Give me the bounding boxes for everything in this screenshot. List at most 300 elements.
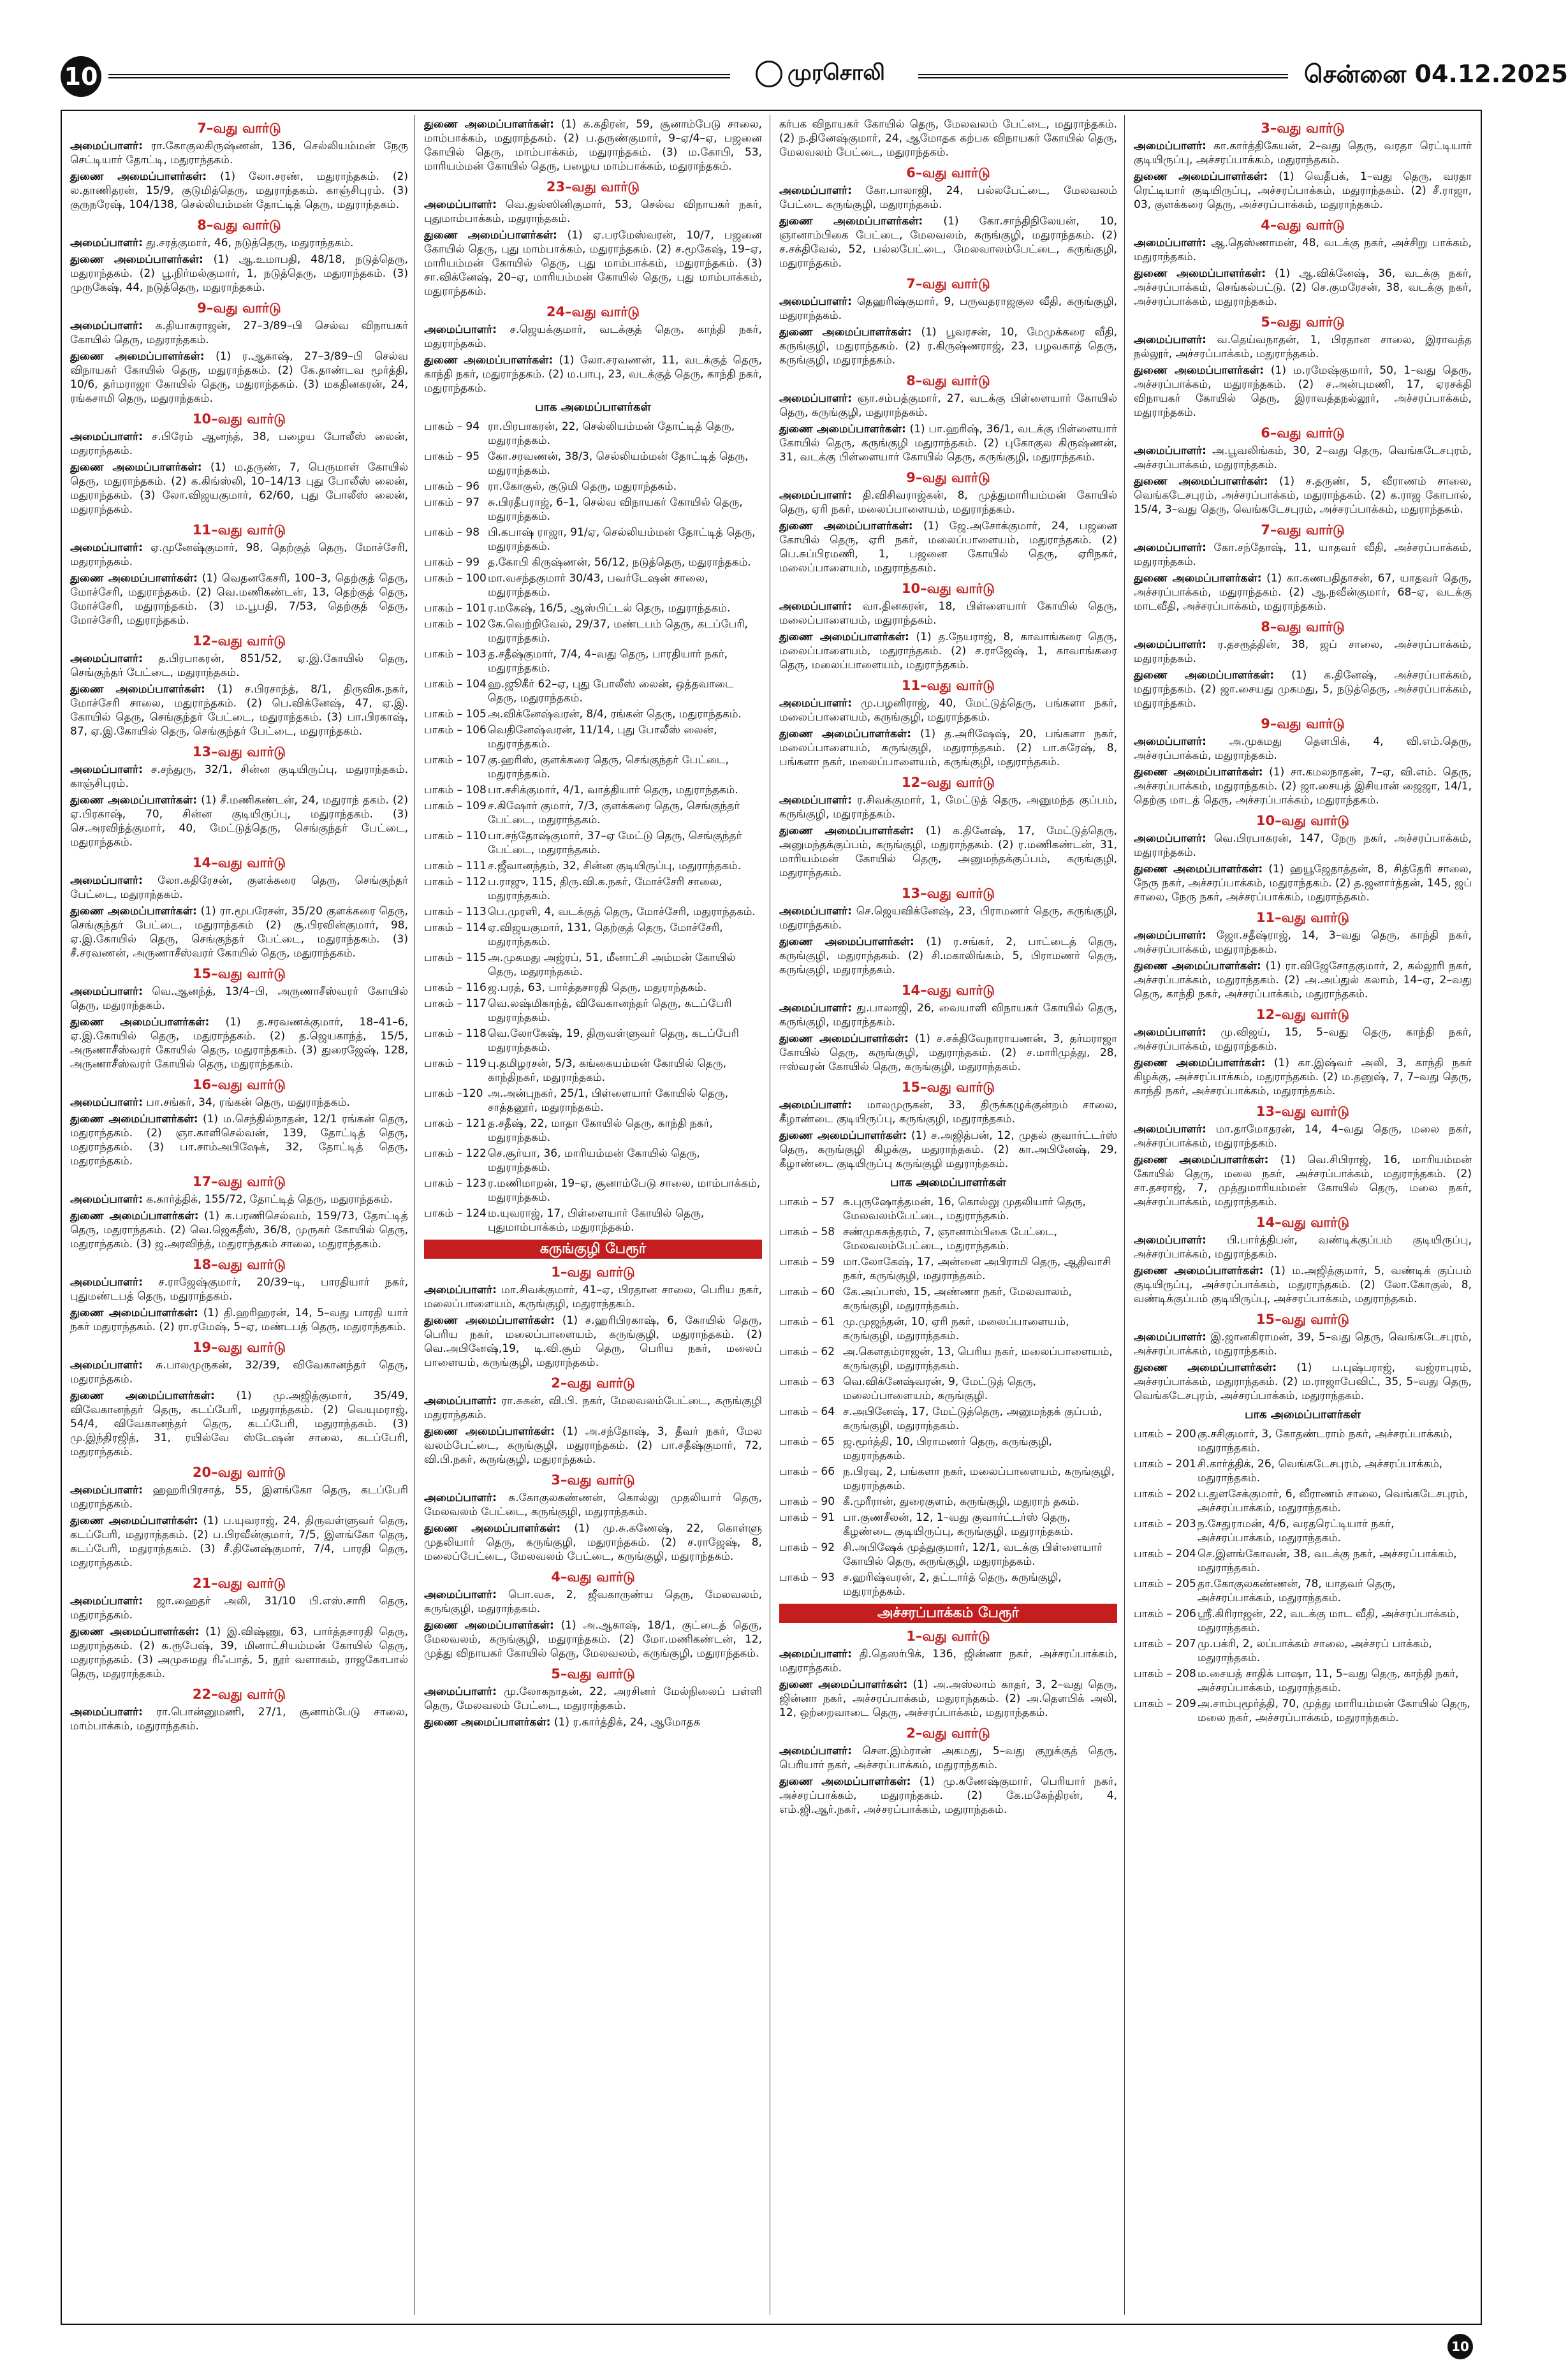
booth-row xyxy=(424,707,762,721)
organizer-label: அமைப்பாளர்: xyxy=(424,1284,497,1296)
organizer-entry xyxy=(70,1705,408,1733)
deputies-text: (1) வெ.சிபிராஜ், 16, மாரியம்மன் கோயில் தெரு, மலை நகர், அச்சரப்பாக்கம், மதுராந்தகம். (2) சா.தசராஜ், 7, முத்துமாரியம்மன் கோயில் தெரு, மலை நகர், அச்சரப்பாக்கம், மதுராந்தகம். xyxy=(1134,1154,1472,1208)
deputies-entry xyxy=(1134,668,1472,710)
organizer-label: அமைப்பாளர்: xyxy=(1134,140,1206,152)
deputies-text: (1) சா.கமலநாதன், 7–ஏ, வி.எம். தெரு, அச்சரப்பாக்கம், மதுராந்தகம். (2) ஜா.சையத் இசியான் ஜைஜா, 14/1, தெற்கு மாடத் தெரு, அச்சரப்பாக்கம், மதுராந்தகம். xyxy=(1134,766,1472,807)
booth-organizer: கோ.சரவணன், 38/3, செல்லியம்மன் தோட்டித் தெரு, மதுராந்தகம். xyxy=(488,450,749,477)
ward-heading: 10–வது வார்டு xyxy=(192,411,286,427)
booth-organizer: ஹ.ஜூகீர் 62–ஏ, புது போலீஸ் லைன், ஒத்தவாடை தெரு, மதுராந்தகம். xyxy=(488,678,734,705)
masthead-title: முரசொலி xyxy=(788,60,885,85)
organizer-text: தி.தெஸர்பிக், 136, ஜின்னா நகர், அச்சரப்பாக்கம், மதுராந்தகம். xyxy=(779,1648,1118,1674)
deputies-label: துணை அமைப்பாளர்கள்: xyxy=(70,1210,199,1222)
deputies-label: துணை அமைப்பாளர்கள்: xyxy=(424,1425,555,1438)
booth-number: பாகம் – 58 xyxy=(779,1226,835,1238)
ward-heading: 13–வது வார்டு xyxy=(1256,1104,1350,1119)
deputies-text: (1) ம.செந்தில்நாதன், 12/1 ரங்கன் தெரு, மதுராந்தகம். (2) ஞா.காளிசெல்வன், 139, தோட்டித் தெரு, மதுராந்தகம். (3) பா.சாம்அபிஷேக், 32, தோட்டித் தெரு, மதுராந்தகம். xyxy=(70,1113,408,1168)
organizer-text: ஜா.ஹைதர் அலி, 31/10 பி.எஸ்.சாரி தெரு, மதுராந்தகம். xyxy=(70,1595,408,1622)
booth-organizer: ர.மணிமாறன், 19–ஏ, சூனாம்பேடு சாலை, மாம்பாக்கம், மதுராந்தகம். xyxy=(488,1177,761,1204)
booth-row xyxy=(424,420,762,448)
booth-organizer: பி.கபாஷ் ராஜா, 91/ஏ, செல்லியம்மன் தோட்டித் தெரு, மதுராந்தகம். xyxy=(488,526,756,553)
column-1 xyxy=(70,115,408,2315)
organizer-entry xyxy=(70,1192,408,1206)
booth-number: பாகம் – 123 xyxy=(424,1177,487,1190)
organizer-text: செ.ஜெயவிக்னேஷ், 23, பிராமணர் தெரு, கருங்குழி, மதுராந்தகம். xyxy=(779,905,1117,932)
deputies-label: துணை அமைப்பாளர்கள்: xyxy=(1134,669,1275,682)
ward-heading: 9–வது வார்டு xyxy=(1261,716,1345,731)
booth-number: பாகம் – 207 xyxy=(1134,1638,1196,1650)
deputies-entry xyxy=(70,571,408,627)
booth-organizer: செ.சூர்யா, 36, மாரியம்மன் கோயில் தெரு, மதுராந்தகம். xyxy=(488,1147,700,1174)
deputies-text: (1) ரா.மூபரேசன், 35/20 குளக்கரை தெரு, செங்குந்தர் பேட்டை, மதுராந்தகம் (2) சூ.பிரவின்குமார், 98, ஏ.இ.கோயில் தெரு, செங்குந்தர் பேட்டை, மதுராந்தகம். (3) சீ.சரவணன், அருணாசீஸ்வரர் கோயில் தெரு, மதுராந்தகம். xyxy=(70,905,408,960)
deputies-text: (1) ர.ஆகாஷ், 27–3/89–பி செல்வ விநாயகர் கோயில் தெரு, மதுராந்தகம். (2) கே.தாண்டவ மூர்த்தி, 10/6, தர்மராஜா கோயில் தெரு, மதுராந்தகம். (3) மகதினகரன், 24, ரங்கசாமி தெரு, மதுராந்தகம். xyxy=(70,350,408,405)
booth-organizer: ஜ.மூர்த்தி, 10, பிராமணர் தெரு, கருங்குழி, மதுராந்தகம். xyxy=(843,1435,1052,1462)
booth-organizer: ம.சையத் சாதிக் பாஷா, 11, 5–வது தெரு, காந்தி நகர், அச்சரப்பாக்கம், மதுராந்தகம். xyxy=(1198,1667,1459,1694)
deputies-entry xyxy=(1134,1361,1472,1403)
organizer-text: லோ.கதிரேசன், குளக்கரை தெரு, செங்குந்தர் பேட்டை, மதுராந்தகம். xyxy=(70,874,408,901)
deputies-entry xyxy=(1134,571,1472,613)
deputies-text: (1) கா.இஷ்வர் அலி, 3, காந்தி நகர் கிழக்கு, அச்சரப்பாக்கம், மதுராந்தகம். (2) ம.தனுஷ், 7, 7–வது தெரு, காந்தி நகர், அச்சரப்பாக்கம், மதுராந்தகம். xyxy=(1134,1057,1472,1097)
ward-heading: 4–வது வார்டு xyxy=(551,1569,635,1585)
organizer-label: அமைப்பாளர்: xyxy=(1134,832,1206,845)
organizer-label: அமைப்பாளர்: xyxy=(70,1706,143,1718)
booth-organizer: ப.ராஜு, 115, திரு.வி.க.நகர், மோச்சேரி சாலை, மதுராந்தகம். xyxy=(488,876,722,902)
booth-row xyxy=(424,601,762,615)
town-band: அச்சரப்பாக்கம் பேரூர் xyxy=(779,1604,1117,1623)
ward-heading: 12–வது வார்டு xyxy=(192,633,286,648)
booth-row xyxy=(779,1225,1117,1253)
deputies-entry xyxy=(70,1514,408,1570)
deputies-text: (1) லோ.சரவணன், 11, வடக்குத் தெரு, காந்தி நகர், மதுராந்தகம். (2) ம.பாபு, 23, வடக்குத் தெரு, காந்தி நகர், மதுராந்தகம். xyxy=(424,354,763,395)
organizer-entry xyxy=(1134,638,1472,666)
organizer-label: அமைப்பாளர்: xyxy=(70,874,143,887)
organizer-label: அமைப்பாளர்: xyxy=(70,1096,143,1109)
ward-heading: 4–வது வார்டு xyxy=(1261,217,1345,233)
ward-heading: 9–வது வார்டு xyxy=(197,300,281,316)
ward-heading: 3–வது வார்டு xyxy=(551,1472,635,1488)
booth-row xyxy=(779,1255,1117,1283)
booth-organizer: மு.பக்ரி, 2, லப்பாக்கம் சாலை, அச்சரப் பாக்கம், மதுராந்தகம். xyxy=(1198,1638,1432,1664)
deputies-text: (1) த.சரவணக்குமார், 18–41–6, ஏ.இ.கோயில் தெரு, மதுராந்தகம். (2) த.ஜெயகாந்த், 15/5, அருணாசீஸ்வரர் கோயில் தெரு, மதுராந்தகம். (3) துரைஜேஷ், 128, அருணாசீஸ்வரர் கோயில் தெரு, மதுராந்தகம். xyxy=(70,1016,408,1071)
deputies-label: துணை அமைப்பாளர்கள்: xyxy=(1134,170,1268,183)
booth-row xyxy=(424,647,762,675)
booth-row xyxy=(424,617,762,645)
organizer-entry xyxy=(779,392,1117,420)
deputies-label: துணை அமைப்பாளர்கள்: xyxy=(779,728,912,740)
deputies-entry xyxy=(424,1314,762,1370)
booth-number: பாகம் – 95 xyxy=(424,450,480,463)
organizer-text: ர.சிவக்குமார், 1, மேட்டுத் தெரு, அனுமந்த குப்பம், கருங்குழி, மதுராந்தகம். xyxy=(779,794,1117,821)
deputies-label: துணை அமைப்பாளர்கள்: xyxy=(1134,267,1266,280)
booth-organizer: த.சதீஷ்குமார், 7/4, 4–வது தெரு, பாரதியார் நகர், மதுராந்தகம். xyxy=(488,648,728,675)
booth-row xyxy=(1134,1547,1472,1575)
organizer-text: ரா.கோகுலகிருஷ்ணன், 136, செல்லியம்மன் நேரு செட்டியார் தோட்டி, மதுராந்தகம். xyxy=(70,140,408,166)
deputies-label: துணை அமைப்பாளர்கள்: xyxy=(70,1625,200,1638)
deputies-label: துணை அமைப்பாளர்கள்: xyxy=(70,461,202,474)
deputies-entry xyxy=(70,1306,408,1334)
booth-row xyxy=(1134,1517,1472,1545)
organizer-label: அமைப்பாளர்: xyxy=(1134,541,1206,554)
organizer-text: க.கார்த்திக், 155/72, தோட்டித் தெரு, மதுராந்தகம். xyxy=(146,1193,393,1206)
organizer-text: ரா.பொன்னுமணி, 27/1, சூனாம்பேடு சாலை, மாம்பாக்கம், மதுராந்தகம். xyxy=(70,1706,408,1733)
organizer-text: வெ.துல்ஸினிகுமார், 53, செல்வ விநாயகர் நகர், புதுமாம்பாக்கம், மதுராந்தகம். xyxy=(424,198,762,225)
booth-number: பாகம் – 119 xyxy=(424,1057,487,1070)
organizer-label: அமைப்பாளர்: xyxy=(1134,1123,1206,1136)
organizer-label: அமைப்பாளர்: xyxy=(779,184,852,197)
ward-heading: 15–வது வார்டு xyxy=(901,1080,995,1095)
organizer-entry xyxy=(1134,333,1472,361)
booth-section-title: பாக அமைப்பாளர்கள் xyxy=(890,1176,1006,1189)
ward-heading: 17–வது வார்டு xyxy=(192,1174,286,1189)
organizer-text: அ.பூவலிங்கம், 30, 2–வது தெரு, வெங்கடேசபுரம், அச்சரப்பாக்கம், மதுராந்தகம். xyxy=(1134,444,1472,471)
deputies-text: (1) சீ.மணிகண்டன், 24, மதுராந் தகம். (2) ஏ.பிரகாஷ், 70, சின்ன குடியிருப்பு, மதுராந்தகம். (3) செ.அரவிந்த்குமார், 40, மேட்டுத்தெரு, செங்குந்தர் பேட்டை, மதுராந்தகம். xyxy=(70,794,408,849)
deputies-entry xyxy=(424,1521,762,1564)
booth-organizer: கு.ஹரிஸ், குளக்கரை தெரு, செங்குந்தர் பேட்டை, மதுராந்தகம். xyxy=(488,754,729,780)
deputies-label: துணை அமைப்பாளர்கள்: xyxy=(779,423,906,436)
deputies-entry xyxy=(1134,765,1472,807)
organizer-entry xyxy=(1134,735,1472,763)
booth-organizer: சு.புருஷோத்தமன், 16, கொல்லு முதலியார் தெரு, மேலவலம்பேட்டை, மதுராந்தகம். xyxy=(843,1196,1086,1222)
booth-number: பாகம் – 98 xyxy=(424,526,480,539)
deputies-entry xyxy=(779,630,1117,672)
deputies-entry xyxy=(779,1129,1117,1171)
deputies-entry xyxy=(70,349,408,406)
organizer-label: அமைப்பாளர்: xyxy=(70,1359,143,1372)
deputies-text: (1) த.அரிஷேஷ், 20, பங்களா நகர், மலைப்பாளையம், கருங்குழி, மதுராந்தகம். (2) பா.சுரேஷ், 8, பங்களா நகர், மலைப்பாளையம், கருங்குழி, மதுராந்தகம். xyxy=(779,728,1117,768)
booth-organizer: பு.தமிழரசன், 5/3, கங்கையம்மன் கோயில் தெரு, காந்திநகர், மதுராந்தகம். xyxy=(488,1057,726,1084)
booth-organizer: அ.கௌதம்ராஜன், 13, பெரிய நகர், மலைப்பாளையம், கருங்குழி, மதுராந்தகம். xyxy=(843,1345,1113,1372)
booth-organizer: வெ.விக்னேஷ்வரன், 9, மேட்டுத் தெரு, மலைப்பாளையம், கருங்குழி. xyxy=(843,1375,1037,1402)
deputies-label: துணை அமைப்பாளர்கள்: xyxy=(70,1113,198,1125)
deputies-entry xyxy=(70,460,408,517)
organizer-text: சு.பாலமுருகன், 32/39, விவேகானந்தர் தெரு, மதுராந்தகம். xyxy=(70,1359,409,1386)
deputies-label: துணை அமைப்பாளர்கள்: xyxy=(424,229,557,242)
header-rule-left xyxy=(108,74,730,78)
booth-number: பாகம் – 201 xyxy=(1134,1458,1196,1470)
ward-heading: 14–வது வார்டு xyxy=(901,983,995,998)
deputies-entry xyxy=(779,824,1117,880)
organizer-label: அமைப்பாளர்: xyxy=(424,1685,497,1698)
booth-organizer: ஸ்ரீ.கிரிராஜன், 22, வடக்கு மாட வீதி, அச்சரப்பாக்கம், மதுராந்தகம். xyxy=(1198,1608,1460,1634)
organizer-label: அமைப்பாளர்: xyxy=(70,430,143,443)
organizer-text: ச.சந்துரு, 32/1, சின்ன குடியிருப்பு, மதுராந்தகம். காஞ்சிபுரம். xyxy=(70,763,408,790)
organizer-entry xyxy=(424,323,762,351)
deputies-text: (1) ஏ.பரமேஸ்வரன், 10/7, பஜனை கோயில் தெரு, புது மாம்பாக்கம், மதுராந்தகம். (2) ச.மூகேஷ், 19–ஏ, மாரியம்மன் கோயில் தெரு, புது மாம்பாக்கம், மதுராந்தகம். (3) சா.விக்னேஷ், 20–ஏ, மாரியம்மன் கோயில் தெரு, புது மாம்பாக்கம், மதுராந்தகம். xyxy=(424,229,762,298)
booth-row xyxy=(1134,1697,1472,1725)
ward-heading: 23–வது வார்டு xyxy=(546,179,640,194)
organizer-entry xyxy=(424,1491,762,1519)
booth-organizer: சு.பிரதீபராஜ், 6–1, செல்வ விநாயகர் கோயில் தெரு, மதுராந்தகம். xyxy=(488,496,743,523)
booth-number: பாகம் – 118 xyxy=(424,1027,487,1040)
booth-organizer: பா.சந்தோஷ்குமார், 37–ஏ மேட்டு தெரு, செங்குந்தர் பேட்டை, மதுராந்தகம். xyxy=(488,830,742,856)
organizer-label: அமைப்பாளர்: xyxy=(779,1099,852,1111)
booth-organizer: அ.விக்னேஷ்வரன், 8/4, ரங்கன் தெரு, மதுராந்தகம். xyxy=(488,708,742,721)
deputies-entry xyxy=(424,1425,762,1467)
ward-heading: 14–வது வார்டு xyxy=(1256,1215,1350,1230)
deputies-text: (1) வெதனகேசரி, 100–3, தெற்குத் தெரு, மோச்சேரி, மதுராந்தகம். (2) வெ.மணிகண்டன், 13, தெற்குத் தெரு, மோச்சேரி, மதுராந்தகம். (3) ம.பூபதி, 7/53, தெற்குத் தெரு, மோச்சேரி, மதுராந்தகம். xyxy=(70,572,408,627)
ward-heading: 6–வது வார்டு xyxy=(1261,425,1345,441)
ward-heading: 10–வது வார்டு xyxy=(1256,813,1350,828)
deputies-text: (1) ச.அஜித்பன், 12, முதல் குவார்ட்டர்ஸ் தெரு, கருங்குழி கிழக்கு, மதுராந்தகம். (2) கா.அபினேஷ், 29, கீழாண்டை குடியிருப்பு கருங்குழி மதுராந்தகம். xyxy=(779,1129,1117,1170)
deputies-text: (1) ர.கார்த்திக், 24, ஆமோதக xyxy=(553,1716,701,1729)
booth-row xyxy=(424,555,762,569)
deputies-label: துணை அமைப்பாளர்கள்: xyxy=(70,794,198,807)
booth-row xyxy=(424,495,762,524)
booth-organizer: அ.அன்புநகர், 25/1, பிள்ளையார் கோயில் தெரு, சாத்தனூர், மதுராந்தகம். xyxy=(488,1087,729,1114)
booth-number: பாகம் – 66 xyxy=(779,1465,835,1478)
booth-organizer: ந.பிரவு, 2, பங்களா நகர், மலைப்பாளையம், கருங்குழி, மதுராந்தகம். xyxy=(843,1465,1115,1492)
ward-heading: 19–வது வார்டு xyxy=(192,1340,286,1355)
booth-row xyxy=(779,1405,1117,1433)
ward-heading: 3–வது வார்டு xyxy=(1261,121,1345,136)
ward-heading: 7–வது வார்டு xyxy=(1261,522,1345,538)
booth-organizer: சி.கார்த்திக், 26, வெங்கடேசபுரம், அச்சரப்பாக்கம், மதுராந்தகம். xyxy=(1198,1458,1443,1484)
ward-heading: 7–வது வார்டு xyxy=(906,276,990,291)
organizer-label: அமைப்பாளர்: xyxy=(1134,444,1206,457)
organizer-entry xyxy=(70,541,408,569)
continuation-text: கர்பக விநாயகர் கோயில் தெரு, மேலவலம் பேட்டை, மதுராந்தகம். (2) ந.தினேஷ்குமார், 24, ஆமோதக கற்பக விநாயகர் கோயில் தெரு, மேலவலம் பேட்டை, மதுராந்தகம். xyxy=(779,118,1117,159)
organizer-text: ரா.சுகன், வி.பி. நகர், மேலவலம்பேட்டை, கருங்குழி மதுராந்தகம். xyxy=(424,1395,762,1421)
organizer-entry xyxy=(1134,832,1472,860)
organizer-text: வெ.பிரபாகரன், 147, நேரு நகர், அச்சரப்பாக்கம், மதுராந்தகம். xyxy=(1134,832,1472,859)
organizer-entry xyxy=(424,1685,762,1713)
organizer-entry xyxy=(70,319,408,347)
organizer-entry xyxy=(779,1001,1117,1029)
deputies-label: துணை அமைப்பாளர்கள்: xyxy=(1134,1361,1277,1374)
deputies-label: துணை அமைப்பாளர்கள்: xyxy=(779,215,923,228)
organizer-text: து.பாலாஜி, 26, வையாளி விநாயகர் கோயில் தெரு, கருங்குழி, மதுராந்தகம். xyxy=(779,1002,1117,1029)
booth-number: பாகம் – 92 xyxy=(779,1541,835,1554)
booth-organizer: ச.கிஷோர் குமார், 7/3, குளக்கரை தெரு, செங்குந்தர் பேட்டை, மதுராந்தகம். xyxy=(488,800,740,826)
deputies-label: துணை அமைப்பாளர்கள்: xyxy=(70,1389,215,1402)
page-header xyxy=(61,56,1568,94)
organizer-entry xyxy=(779,184,1117,212)
organizer-label: அமைப்பாளர்: xyxy=(779,794,852,807)
booth-row xyxy=(1134,1487,1472,1515)
deputies-entry xyxy=(779,727,1117,769)
organizer-entry xyxy=(70,985,408,1013)
ward-heading: 5–வது வார்டு xyxy=(1261,314,1345,330)
organizer-entry xyxy=(779,295,1117,323)
deputies-label: துணை அமைப்பாளர்கள்: xyxy=(424,118,554,131)
organizer-text: பொ.வசு, 2, ஜீவகாருண்ய தெரு, மேலவலம், கருங்குழி, மதுராந்தகம். xyxy=(424,1588,762,1615)
organizer-entry xyxy=(779,1744,1117,1772)
organizer-text: ஞா.சம்பத்குமார், 27, வடக்கு பிள்ளையார் கோயில் தெரு, கருங்குழி, மதுராந்தகம். xyxy=(779,392,1117,419)
deputies-label: துணை அமைப்பாளர்கள்: xyxy=(1134,364,1264,377)
masthead-logo-icon xyxy=(756,61,782,87)
ward-heading: 11–வது வார்டு xyxy=(1256,910,1350,925)
booth-row xyxy=(424,1206,762,1235)
deputies-text: (1) கோ.சாந்திநிலேயன், 10, ஞானாம்பிகை பேட்டை, மேலவலம், கருங்குழி, மதுராந்தகம். (2) ச.சக்திவேல், 52, பல்லபேட்டை, மேலவாலம்பேட்டை, கருங்குழி, மதுராந்தகம். xyxy=(779,215,1117,270)
booth-row xyxy=(779,1195,1117,1223)
organizer-label: அமைப்பாளர்: xyxy=(424,323,497,336)
deputies-entry xyxy=(779,1032,1117,1074)
booth-organizer: கீ.முரீரான், துரைகுளம், கருங்குழி, மதுராந் தகம். xyxy=(843,1495,1080,1508)
deputies-entry xyxy=(779,422,1117,464)
organizer-label: அமைப்பாளர்: xyxy=(779,295,852,308)
booth-number: பாகம் – 99 xyxy=(424,556,480,569)
booth-number: பாகம் – 105 xyxy=(424,708,487,721)
deputies-entry xyxy=(1134,267,1472,309)
booth-organizer: ந.சேதுராமன், 4/6, வரதரெட்டியார் நகர், அச்சரப்பாக்கம், மதுராந்தகம். xyxy=(1198,1518,1395,1544)
deputies-label: துணை அமைப்பாளர்கள்: xyxy=(70,905,197,918)
organizer-text: மு.லோகநாதன், 22, அரசினர் மேல்நிலைப் பள்ளி தெரு, மேலவலம் பேட்டை, மதுராந்தகம். xyxy=(424,1685,763,1712)
deputies-label: துணை அமைப்பாளர்கள்: xyxy=(424,1619,554,1632)
booth-number: பாகம் – 203 xyxy=(1134,1518,1196,1530)
organizer-entry xyxy=(779,793,1117,821)
deputies-label: துணை அமைப்பாளர்கள்: xyxy=(1134,572,1262,585)
organizer-label: அமைப்பாளர்: xyxy=(70,1193,143,1206)
organizer-entry xyxy=(1134,541,1472,569)
deputies-text: (1) இ.விஷ்ணு, 63, பார்த்தசாரதி தெரு, மதுராந்தகம். (2) க.ரூபேஷ், 39, மினாட்சியம்மன் கோயில் தெரு, மதுராந்தகம். (3) அமுசுமது ரிஃபாத், 5, நூர் வளாகம், ராஜகோபால் தெரு, மதுராந்தகம். xyxy=(70,1625,408,1680)
booth-number: பாகம் – 204 xyxy=(1134,1548,1196,1560)
ward-heading: 1–வது வார்டு xyxy=(906,1629,990,1644)
organizer-entry xyxy=(70,1095,408,1110)
deputies-label: துணை அமைப்பாளர்கள்: xyxy=(70,350,205,363)
deputies-entry xyxy=(1134,170,1472,212)
booth-number: பாகம் – 117 xyxy=(424,997,487,1010)
booth-row xyxy=(779,1495,1117,1509)
booth-organizer: ஜ.பரத், 63, பார்த்தசாரதி தெரு, மதுராந்தகம். xyxy=(488,981,707,994)
booth-row xyxy=(779,1345,1117,1373)
deputies-text: (1) ஆ.விக்னேஷ், 36, வடக்கு நகர், அச்சரப்பாக்கம், செங்கல்பட்டு. (2) செ.குமரேசன், 38, வடக்கு நகர், அச்சரப்பாக்கம், மதுராந்தகம். xyxy=(1134,267,1472,308)
deputies-label: துணை அமைப்பாளர்கள்: xyxy=(70,1307,198,1319)
booth-number: பாகம் – 122 xyxy=(424,1147,487,1160)
organizer-entry xyxy=(424,198,762,226)
booth-row xyxy=(424,1027,762,1055)
deputies-text: (1) ம.அஜித்குமார், 5, வண்டிக் குப்பம் குடியிருப்பு, அச்சரப்பாக்கம், மதுராந்தகம். (2) லோ.கோகுல், 8, வண்டிக்குப்பம் குடியிருப்பு, அச்சரப்பாக்கம், மதுராந்தகம். xyxy=(1134,1264,1472,1305)
ward-heading: 2–வது வார்டு xyxy=(551,1375,635,1391)
booth-number: பாகம் – 121 xyxy=(424,1117,487,1130)
organizer-text: தெஹரிஷ்குமார், 9, பருவதராஜகுல வீதி, கருங்குழி, மதுராந்தகம். xyxy=(779,295,1117,322)
organizer-entry xyxy=(424,1283,762,1311)
deputies-text: (1) அ.அஸ்லாம் காதர், 3, 2–வது தெரு, ஜின்னா நகர், அச்சரப்பாக்கம், மதுராந்தகம். (2) அ.தெளபிக் அலி, 12, ஒற்றைவாடை தெரு, அச்சரப்பாக்கம், மதுராந்தகம். xyxy=(779,1678,1117,1719)
organizer-entry xyxy=(1134,444,1472,472)
booth-row xyxy=(779,1435,1117,1463)
booth-number: பாகம் – 59 xyxy=(779,1256,835,1268)
organizer-entry xyxy=(779,904,1117,932)
organizer-label: அமைப்பாளர்: xyxy=(424,1395,497,1407)
deputies-text: (1) ச.தருண், 5, வீராணம் சாலை, வெங்கடேசபுரம், அச்சரப்பாக்கம், மதுராந்தகம். (2) க.ராஜ கோபால், 15/4, 3–வது தெரு, வெங்கடேசபுரம், அச்சரப்பாக்கம், மதுராந்தகம். xyxy=(1134,475,1472,516)
booth-number: பாகம் – 112 xyxy=(424,876,487,888)
ward-heading: 5–வது வார்டு xyxy=(551,1666,635,1682)
organizer-entry xyxy=(70,763,408,791)
ward-heading: 10–வது வார்டு xyxy=(901,581,995,596)
ward-heading: 8–வது வார்டு xyxy=(1261,619,1345,634)
booth-section-title: பாக அமைப்பாளர்கள் xyxy=(535,400,651,414)
organizer-label: அமைப்பாளர்: xyxy=(70,319,143,332)
organizer-label: அமைப்பாளர்: xyxy=(1134,1331,1206,1344)
deputies-label: துணை அமைப்பாளர்கள்: xyxy=(1134,1154,1269,1166)
booth-number: பாகம் – 63 xyxy=(779,1375,835,1388)
ward-heading: 13–வது வார்டு xyxy=(901,886,995,901)
masthead xyxy=(756,60,885,88)
organizer-label: அமைப்பாளர்: xyxy=(779,392,852,405)
organizer-text: கோ.பாலாஜி, 24, பல்லபேட்டை, மேலவலம் பேட்டை கருங்குழி, மதுராந்தகம். xyxy=(779,184,1117,211)
organizer-entry xyxy=(779,1647,1117,1675)
booth-organizer: மு.முஜந்தன், 10, ஏரி நகர், மலைப்பாளையம், கருங்குழி, மதுராந்தகம். xyxy=(843,1315,1069,1342)
deputies-label: துணை அமைப்பாளர்கள்: xyxy=(779,631,909,643)
deputies-entry xyxy=(70,793,408,849)
booth-row xyxy=(424,921,762,949)
booth-row xyxy=(1134,1457,1472,1485)
booth-row xyxy=(779,1375,1117,1403)
booth-row xyxy=(1134,1607,1472,1635)
ward-heading: 22–வது வார்டு xyxy=(192,1687,286,1702)
booth-row xyxy=(424,723,762,751)
deputies-entry xyxy=(1134,1153,1472,1209)
booth-number: பாகம் – 97 xyxy=(424,496,480,509)
booth-number: பாகம் – 107 xyxy=(424,754,487,766)
booth-organizer: ரா.கோகுல், குடுமி தெரு, மதுராந்தகம். xyxy=(488,480,677,493)
deputies-entry xyxy=(70,1112,408,1168)
booth-number: பாகம் – 115 xyxy=(424,951,487,964)
column-divider xyxy=(1124,115,1125,2315)
deputies-label: துணை அமைப்பாளர்கள்: xyxy=(424,1522,561,1535)
booth-number: பாகம் – 104 xyxy=(424,678,487,691)
deputies-entry xyxy=(70,682,408,738)
booth-number: பாகம் – 94 xyxy=(424,420,480,433)
organizer-text: வெ.ஆனந்த், 13/4–பி, அருணாசீஸ்வரர் கோயில் தெரு, மதுராந்தகம். xyxy=(70,985,408,1012)
booth-organizer: வெ.லஷ்மிகாந்த், விவேகானந்தர் தெரு, கடப்பேரி மதுராந்தகம். xyxy=(488,997,732,1024)
deputies-entry xyxy=(424,1715,762,1729)
ward-heading: 16–வது வார்டு xyxy=(192,1077,286,1092)
booth-row xyxy=(424,753,762,781)
ward-heading: 13–வது வார்டு xyxy=(192,744,286,759)
booth-organizer: பா.சசிக்குமார், 4/1, வாத்தியார் தெரு, மதுராந்தகம். xyxy=(488,784,738,796)
organizer-text: ச.பிரேம் ஆனந்த், 38, பழைய போலீஸ் லைன், மதுராந்தகம். xyxy=(70,430,408,457)
deputies-entry xyxy=(1134,959,1472,1001)
booth-row xyxy=(1134,1577,1472,1605)
booth-number: பாகம் – 110 xyxy=(424,830,487,842)
organizer-entry xyxy=(1134,1330,1472,1358)
booth-organizer: செ.இளங்கோவன், 38, வடக்கு நகர், அச்சரப்பாக்கம், மதுராந்தகம். xyxy=(1198,1548,1457,1574)
deputies-label: துணை அமைப்பாளர்கள்: xyxy=(779,824,914,837)
booth-organizer: பெ.முரளி, 4, வடக்குத் தெரு, மோச்சேரி, மதுராந்தகம். xyxy=(488,905,756,918)
booth-row xyxy=(424,1087,762,1115)
deputies-entry xyxy=(70,904,408,960)
organizer-text: அ.முகமது தௌபிக், 4, வி.எம்.தெரு, அச்சரப்பாக்கம், மதுராந்தகம். xyxy=(1134,735,1472,762)
organizer-label: அமைப்பாளர்: xyxy=(779,1745,852,1757)
deputies-label: துணை அமைப்பாளர்கள்: xyxy=(779,1032,909,1045)
deputies-label: துணை அமைப்பாளர்கள்: xyxy=(779,1775,911,1788)
booth-row xyxy=(424,905,762,919)
organizer-entry xyxy=(70,652,408,680)
organizer-text: து.சரத்குமார், 46, நடுத்தெரு, மதுராந்தகம். xyxy=(146,237,354,249)
booth-number: பாகம் – 101 xyxy=(424,602,487,615)
organizer-entry xyxy=(1134,139,1472,167)
booth-number: பாகம் – 96 xyxy=(424,480,480,493)
booth-number: பாகம் – 209 xyxy=(1134,1697,1196,1710)
booth-row xyxy=(779,1511,1117,1539)
booth-number: பாகம் – 103 xyxy=(424,648,487,661)
organizer-entry xyxy=(1134,1122,1472,1150)
deputies-label: துணை அமைப்பாளர்கள்: xyxy=(779,1678,908,1691)
booth-row xyxy=(424,450,762,478)
ward-heading: 12–வது வார்டு xyxy=(1256,1007,1350,1022)
deputies-text: (1) வெதீபக், 1–வது தெரு, வரதா ரெட்டியார் குடியிருப்பு, அச்சரப்பாக்கம், மதுராந்தகம். (2) சீ.ராஜா, 03, குளக்கரை தெரு, அச்சரப்பாக்கம், மதுராந்தகம். xyxy=(1134,170,1472,211)
booth-row xyxy=(1134,1637,1472,1665)
booth-row xyxy=(424,981,762,995)
booth-number: பாகம் – 106 xyxy=(424,724,487,736)
deputies-entry xyxy=(70,1389,408,1459)
booth-row xyxy=(424,677,762,705)
booth-number: பாகம் – 100 xyxy=(424,572,487,585)
booth-organizer: த.சதீஷ், 22, மாதா கோயில் தெரு, காந்தி நகர், மதுராந்தகம். xyxy=(488,1117,713,1144)
deputies-entry xyxy=(779,1678,1117,1720)
deputies-text: (1) லோ.சரண், மதுராந்தகம். (2) ல.தாணிதரன், 15/9, குடுமித்தெரு, மதுராந்தகம். காஞ்சிபுரம். (3) குருநரேஷ், 104/138, செல்லியம்மன் தோட்டித் தெரு, மதுராந்தகம். xyxy=(70,170,408,211)
deputies-entry xyxy=(779,214,1117,270)
organizer-label: அமைப்பாளர்: xyxy=(424,198,497,211)
